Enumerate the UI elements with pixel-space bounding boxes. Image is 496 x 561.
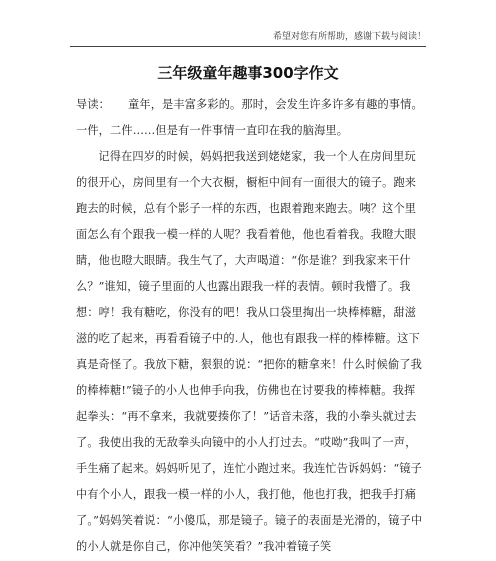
article-body [76,144,424,558]
intro-text: 童年，是丰富多彩的。那时，会发生许多许多有趣的事情。一件，二件……但是有一件事情一直印在我的脑海里。 [76,98,423,137]
document-title: 三年级童年趣事300字作文 [157,64,339,82]
intro-paragraph [76,92,424,144]
body-paragraph: 记得在四岁的时候，妈妈把我送到姥姥家，我一个人在房间里玩的很开心，房间里有一个大衣橱，橱柜中间有一面很大的镜子。跑来跑去的时候，总有个影子一样的东西，也跟着跑来跑去。咦？这个里面怎么有个跟我一模一样的人呢？我看着他，他也看着我。我瞪大眼睛，他也瞪大眼睛。我生气了，大声喝道：“你是谁？到我家来干什么？”谁知，镜子里面的人也露出跟我一样的表情。顿时我懵了。我想：哼！我有糖吃，你没有的吧！我从口袋里掏出一块棒棒糖，甜滋滋的吃了起来，再看看镜子中的.人，他也有跟我一样的棒棒糖。这下真是奇怪了。我放下糖，狠狠的说：“把你的糖拿来！什么时候偷了我的棒棒糖!”镜子的小人也伸手向我，仿佛也在讨要我的棒棒糖。我挥起拳头：“再不拿来，我就要揍你了！”话音未落，我的小拳头就过去了。我使出我的无敌拳头向镜中的小人打过去。“哎呦”我叫了一声，手生痛了起来。妈妈听见了，连忙小跑过来。我连忙告诉妈妈：“镜子中有个小人，跟我一模一样的小人，我打他，他也打我，把我手打痛了。”妈妈笑着说：“小傻瓜，那是镜子。镜子的表面是光滑的，镜子中的小人就是你自己，你冲他笑笑看？”我冲着镜子笑 [76,150,423,553]
intro-label: 导读： [76,98,111,111]
header-text: 希望对您有所帮助，感谢下载与阅读！ [272,32,426,42]
page-header [70,30,426,47]
